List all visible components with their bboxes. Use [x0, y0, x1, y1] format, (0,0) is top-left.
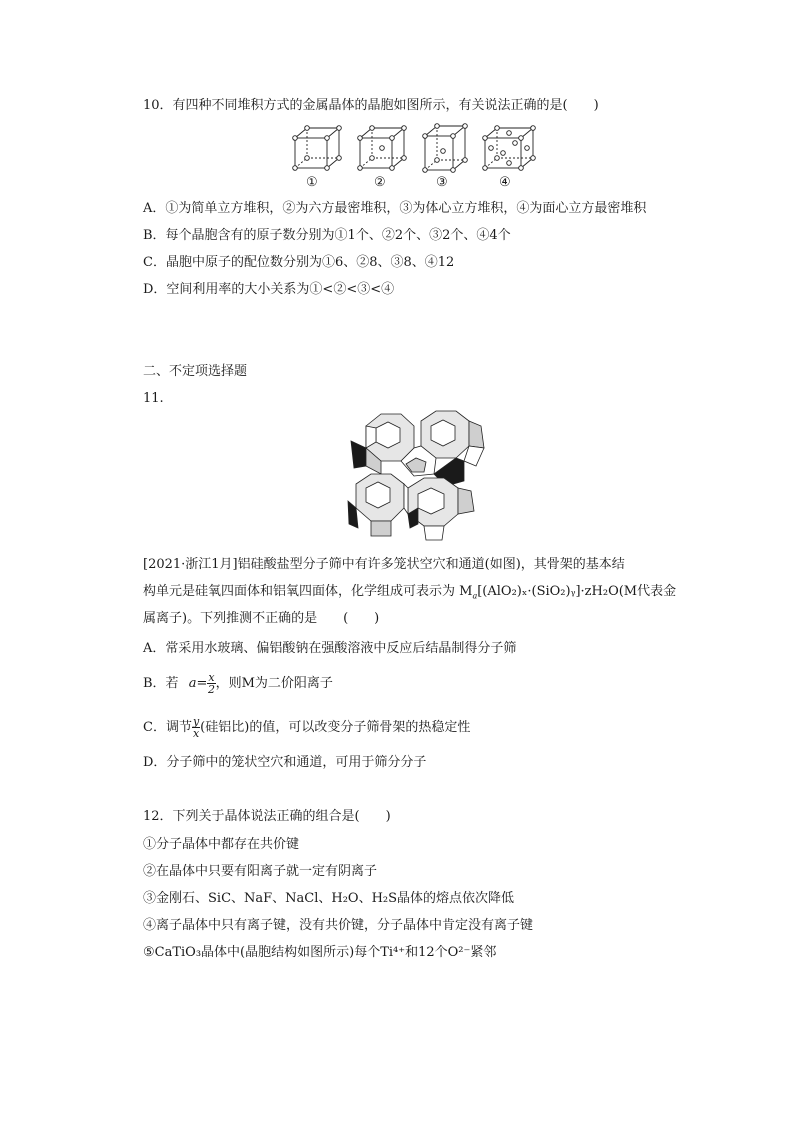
q11-option-b: [143, 672, 333, 695]
q11-option-a: A．常采用水玻璃、偏铝酸钠在强酸溶液中反应后结晶制得分子筛: [143, 641, 517, 656]
fraction-x-over-2: $\frac{x}{2}$: [207, 671, 215, 696]
q11-option-c-suffix: (硅铝比)的值，可以改变分子筛骨架的热稳定性: [200, 720, 471, 735]
q11-option-d: D．分子筛中的笼状空穴和通道，可用于筛分分子: [143, 755, 427, 770]
q10-option-b: B．每个晶胞含有的原子数分别为①1个、②2个、③2个、④4个: [143, 228, 511, 243]
q12-item-2: ②在晶体中只要有阳离子就一定有阴离子: [143, 864, 378, 879]
cell-label-4: ④: [499, 175, 511, 190]
q12-item-5: ⑤CaTiO₃晶体中(晶胞结构如图所示)每个Ti⁴⁺和12个O²⁻紧邻: [143, 945, 497, 960]
q11-stem-line3: 属离子)。下列推测不正确的是 ( ): [143, 611, 380, 626]
q11-number: 11.: [143, 391, 164, 406]
q11-stem-line2: 构单元是硅氧四面体和铝氧四面体，化学组成可表示为 $M_a[(AlO_2)_x\cdot(SiO_2)ᵧ]\cdot zH_2O(M$代表金: [143, 584, 677, 601]
q10-option-a: A．①为简单立方堆积，②为六方最密堆积，③为体心立方堆积，④为面心立方最密堆积: [143, 201, 647, 216]
section-heading: 二、不定项选择题: [143, 364, 248, 379]
unit-cell-1-simple-cubic: [293, 126, 342, 171]
q12-item-4: ④离子晶体中只有离子键，没有共价键，分子晶体中肯定没有离子键: [143, 918, 534, 933]
q10-stem: 10．有四种不同堆积方式的金属晶体的晶胞如图所示，有关说法正确的是( ): [143, 98, 599, 113]
cell-label-2: ②: [374, 175, 386, 190]
q11-option-b-suffix: ，则M为二价阳离子: [215, 676, 333, 691]
fraction-y-over-x: $\frac{y}{x}$: [192, 715, 200, 740]
q10-option-d: D．空间利用率的大小关系为①<②<③<④: [143, 282, 395, 297]
q11-stem-line2-prefix: 构单元是硅氧四面体和铝氧四面体，化学组成可表示为 M: [143, 584, 473, 599]
unit-cell-3-prism: [423, 124, 468, 173]
unit-cell-2-body-centered: [358, 126, 407, 171]
q11-option-c-prefix: C．调节: [143, 720, 192, 735]
cell-label-3: ③: [436, 175, 448, 190]
zeolite-framework-figure: [346, 406, 496, 546]
q12-stem: 12．下列关于晶体说法正确的组合是( ): [143, 809, 391, 824]
q11-stem-line1: [2021·浙江1月]铝硅酸盐型分子筛中有许多笼状空穴和通道(如图)，其骨架的基本结: [143, 557, 625, 572]
q12-item-1: ①分子晶体中都存在共价键: [143, 837, 300, 852]
q10-option-c: C．晶胞中原子的配位数分别为①6、②8、③8、④12: [143, 255, 455, 270]
unit-cell-figures: [290, 124, 550, 186]
q11-formula: [(AlO₂)ₓ·(SiO₂)ᵧ]·zH₂O(M代表金: [477, 584, 677, 599]
cell-label-1: ①: [306, 175, 318, 190]
q11-option-b-prefix: B．若: [143, 676, 179, 691]
q11-option-b-var: a=: [188, 676, 208, 691]
q11-option-c: [143, 716, 470, 739]
q12-item-3: ③金刚石、SiC、NaF、NaCl、H₂O、H₂S晶体的熔点依次降低: [143, 891, 515, 906]
unit-cell-4-face-centered: [483, 126, 536, 171]
